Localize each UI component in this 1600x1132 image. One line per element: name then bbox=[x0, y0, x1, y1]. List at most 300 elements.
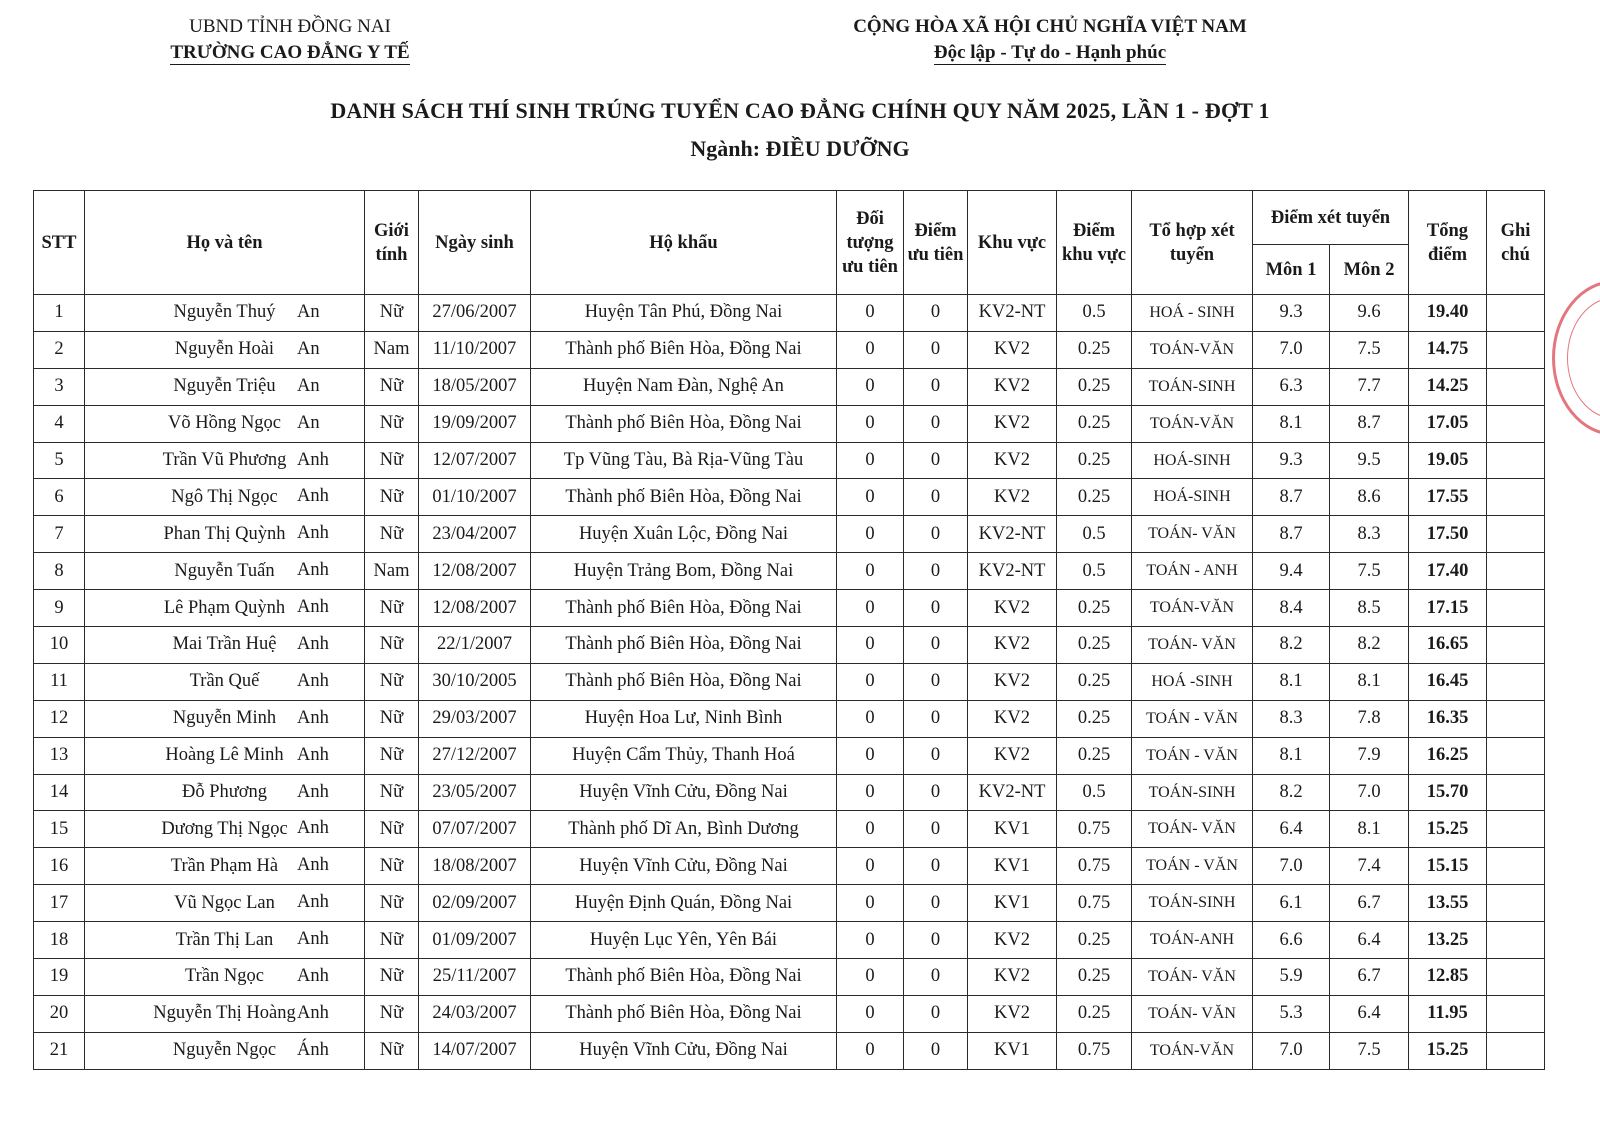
cell-priority-group: 0 bbox=[837, 590, 904, 627]
cell-stt: 3 bbox=[34, 368, 85, 405]
header-note: Ghi chú bbox=[1487, 191, 1545, 295]
surname: Dương Thị Ngọc bbox=[161, 818, 288, 839]
cell-address: Huyện Vĩnh Cửu, Đồng Nai bbox=[531, 774, 837, 811]
cell-address: Huyện Trảng Bom, Đồng Nai bbox=[531, 553, 837, 590]
cell-priority-group: 0 bbox=[837, 627, 904, 664]
cell-name bbox=[85, 627, 365, 664]
official-seal-ring bbox=[1567, 297, 1600, 419]
given-name: Anh bbox=[297, 744, 329, 765]
surname: Nguyễn Triệu bbox=[173, 376, 276, 397]
cell-gender: Nữ bbox=[365, 627, 419, 664]
cell-subject1: 8.2 bbox=[1253, 627, 1330, 664]
cell-gender: Nữ bbox=[365, 922, 419, 959]
cell-priority-group: 0 bbox=[837, 922, 904, 959]
cell-name bbox=[85, 811, 365, 848]
cell-dob: 12/07/2007 bbox=[419, 442, 531, 479]
table-row bbox=[34, 774, 1545, 811]
given-name: Anh bbox=[297, 929, 329, 950]
cell-total: 16.45 bbox=[1409, 663, 1487, 700]
cell-total: 17.40 bbox=[1409, 553, 1487, 590]
cell-name bbox=[85, 331, 365, 368]
cell-subject1: 8.7 bbox=[1253, 516, 1330, 553]
cell-priority-score: 0 bbox=[904, 442, 968, 479]
cell-gender: Nữ bbox=[365, 774, 419, 811]
cell-note bbox=[1487, 811, 1545, 848]
cell-gender: Nữ bbox=[365, 995, 419, 1032]
cell-subject1: 8.1 bbox=[1253, 737, 1330, 774]
cell-address: Huyện Cẩm Thủy, Thanh Hoá bbox=[531, 737, 837, 774]
cell-priority-score: 0 bbox=[904, 331, 968, 368]
cell-subject2: 7.5 bbox=[1330, 1032, 1409, 1069]
cell-stt: 14 bbox=[34, 774, 85, 811]
cell-address: Huyện Định Quán, Đồng Nai bbox=[531, 885, 837, 922]
cell-address: Huyện Vĩnh Cửu, Đồng Nai bbox=[531, 1032, 837, 1069]
cell-priority-group: 0 bbox=[837, 848, 904, 885]
header-gender: Giới tính bbox=[365, 191, 419, 295]
table-row bbox=[34, 479, 1545, 516]
table-row bbox=[34, 295, 1545, 332]
cell-address: Thành phố Biên Hòa, Đồng Nai bbox=[531, 405, 837, 442]
cell-priority-score: 0 bbox=[904, 1032, 968, 1069]
cell-dob: 07/07/2007 bbox=[419, 811, 531, 848]
cell-region-score: 0.25 bbox=[1057, 663, 1132, 700]
cell-combo: TOÁN-VĂN bbox=[1132, 1032, 1253, 1069]
header-region: Khu vực bbox=[968, 191, 1057, 295]
cell-subject1: 6.4 bbox=[1253, 811, 1330, 848]
cell-total: 13.25 bbox=[1409, 922, 1487, 959]
given-name: Anh bbox=[297, 707, 329, 728]
cell-total: 14.75 bbox=[1409, 331, 1487, 368]
cell-region: KV2 bbox=[968, 663, 1057, 700]
cell-gender: Nữ bbox=[365, 368, 419, 405]
cell-total: 17.15 bbox=[1409, 590, 1487, 627]
cell-priority-group: 0 bbox=[837, 295, 904, 332]
cell-dob: 29/03/2007 bbox=[419, 700, 531, 737]
cell-note bbox=[1487, 553, 1545, 590]
cell-priority-score: 0 bbox=[904, 516, 968, 553]
cell-note bbox=[1487, 479, 1545, 516]
cell-name bbox=[85, 368, 365, 405]
cell-note bbox=[1487, 1032, 1545, 1069]
cell-region-score: 0.25 bbox=[1057, 627, 1132, 664]
cell-address: Huyện Tân Phú, Đồng Nai bbox=[531, 295, 837, 332]
cell-total: 16.25 bbox=[1409, 737, 1487, 774]
cell-subject2: 8.5 bbox=[1330, 590, 1409, 627]
cell-priority-score: 0 bbox=[904, 295, 968, 332]
cell-stt: 13 bbox=[34, 737, 85, 774]
given-name: Anh bbox=[297, 670, 329, 691]
table-row bbox=[34, 331, 1545, 368]
cell-name bbox=[85, 737, 365, 774]
cell-priority-group: 0 bbox=[837, 516, 904, 553]
cell-combo: TOÁN- VĂN bbox=[1132, 995, 1253, 1032]
cell-priority-score: 0 bbox=[904, 700, 968, 737]
surname: Nguyễn Minh bbox=[172, 708, 277, 729]
cell-combo: TOÁN-VĂN bbox=[1132, 331, 1253, 368]
cell-subject1: 7.0 bbox=[1253, 1032, 1330, 1069]
cell-address: Thành phố Biên Hòa, Đồng Nai bbox=[531, 663, 837, 700]
cell-total: 16.65 bbox=[1409, 627, 1487, 664]
cell-combo: TOÁN - VĂN bbox=[1132, 700, 1253, 737]
cell-name bbox=[85, 700, 365, 737]
cell-region: KV2 bbox=[968, 405, 1057, 442]
cell-gender: Nữ bbox=[365, 885, 419, 922]
cell-name bbox=[85, 922, 365, 959]
cell-region: KV2 bbox=[968, 700, 1057, 737]
cell-dob: 23/04/2007 bbox=[419, 516, 531, 553]
cell-subject1: 8.3 bbox=[1253, 700, 1330, 737]
surname: Đỗ Phương bbox=[181, 782, 268, 803]
cell-gender: Nữ bbox=[365, 516, 419, 553]
given-name: Anh bbox=[297, 449, 329, 470]
issuer-header bbox=[130, 14, 450, 66]
given-name: Anh bbox=[297, 855, 329, 876]
cell-total: 11.95 bbox=[1409, 995, 1487, 1032]
cell-subject2: 9.6 bbox=[1330, 295, 1409, 332]
given-name: Ánh bbox=[297, 1039, 329, 1060]
surname: Phan Thị Quỳnh bbox=[163, 523, 286, 544]
surname: Trần Vũ Phương bbox=[162, 450, 287, 470]
cell-region-score: 0.25 bbox=[1057, 995, 1132, 1032]
cell-address: Thành phố Biên Hòa, Đồng Nai bbox=[531, 627, 837, 664]
cell-region-score: 0.5 bbox=[1057, 295, 1132, 332]
surname: Lê Phạm Quỳnh bbox=[163, 597, 286, 618]
cell-priority-score: 0 bbox=[904, 737, 968, 774]
cell-subject2: 6.4 bbox=[1330, 995, 1409, 1032]
issuer-school: TRƯỜNG CAO ĐẲNG Y TẾ bbox=[170, 42, 410, 63]
cell-dob: 01/09/2007 bbox=[419, 922, 531, 959]
header-subject2: Môn 2 bbox=[1330, 245, 1409, 295]
cell-priority-group: 0 bbox=[837, 885, 904, 922]
cell-priority-group: 0 bbox=[837, 1032, 904, 1069]
cell-subject1: 9.3 bbox=[1253, 442, 1330, 479]
cell-stt: 12 bbox=[34, 700, 85, 737]
cell-combo: HOÁ-SINH bbox=[1132, 479, 1253, 516]
cell-combo: TOÁN- VĂN bbox=[1132, 959, 1253, 996]
cell-subject1: 9.3 bbox=[1253, 295, 1330, 332]
cell-subject1: 8.4 bbox=[1253, 590, 1330, 627]
cell-total: 17.50 bbox=[1409, 516, 1487, 553]
cell-subject1: 5.9 bbox=[1253, 959, 1330, 996]
cell-name bbox=[85, 590, 365, 627]
cell-address: Thành phố Dĩ An, Bình Dương bbox=[531, 811, 837, 848]
cell-region-score: 0.25 bbox=[1057, 922, 1132, 959]
cell-dob: 19/09/2007 bbox=[419, 405, 531, 442]
table-row bbox=[34, 442, 1545, 479]
cell-subject2: 7.5 bbox=[1330, 553, 1409, 590]
cell-stt: 10 bbox=[34, 627, 85, 664]
cell-note bbox=[1487, 331, 1545, 368]
cell-note bbox=[1487, 737, 1545, 774]
cell-total: 17.55 bbox=[1409, 479, 1487, 516]
table-row bbox=[34, 737, 1545, 774]
cell-priority-group: 0 bbox=[837, 442, 904, 479]
major-subtitle: Ngành: ĐIỀU DƯỠNG bbox=[690, 136, 910, 161]
cell-total: 16.35 bbox=[1409, 700, 1487, 737]
cell-priority-score: 0 bbox=[904, 405, 968, 442]
cell-combo: HOÁ - SINH bbox=[1132, 295, 1253, 332]
cell-dob: 30/10/2005 bbox=[419, 663, 531, 700]
cell-gender: Nữ bbox=[365, 405, 419, 442]
cell-subject1: 8.2 bbox=[1253, 774, 1330, 811]
cell-region-score: 0.75 bbox=[1057, 1032, 1132, 1069]
cell-total: 15.25 bbox=[1409, 811, 1487, 848]
cell-stt: 9 bbox=[34, 590, 85, 627]
surname: Trần Quế bbox=[189, 671, 260, 692]
cell-region-score: 0.25 bbox=[1057, 368, 1132, 405]
cell-note bbox=[1487, 368, 1545, 405]
cell-priority-score: 0 bbox=[904, 479, 968, 516]
cell-address: Huyện Hoa Lư, Ninh Bình bbox=[531, 700, 837, 737]
cell-name bbox=[85, 663, 365, 700]
cell-gender: Nữ bbox=[365, 663, 419, 700]
cell-region: KV1 bbox=[968, 1032, 1057, 1069]
cell-priority-score: 0 bbox=[904, 368, 968, 405]
cell-combo: TOÁN - VĂN bbox=[1132, 848, 1253, 885]
cell-priority-score: 0 bbox=[904, 774, 968, 811]
surname: Trần Thị Lan bbox=[175, 929, 274, 950]
given-name: Anh bbox=[297, 781, 329, 802]
cell-combo: TOÁN- VĂN bbox=[1132, 811, 1253, 848]
cell-region: KV2 bbox=[968, 737, 1057, 774]
cell-stt: 20 bbox=[34, 995, 85, 1032]
cell-region: KV1 bbox=[968, 811, 1057, 848]
surname: Võ Hồng Ngọc bbox=[167, 413, 282, 434]
cell-region: KV2 bbox=[968, 331, 1057, 368]
cell-priority-group: 0 bbox=[837, 663, 904, 700]
admission-table bbox=[33, 190, 1545, 1070]
cell-region-score: 0.5 bbox=[1057, 774, 1132, 811]
table-row bbox=[34, 922, 1545, 959]
cell-region-score: 0.75 bbox=[1057, 885, 1132, 922]
surname: Nguyễn Ngọc bbox=[172, 1040, 277, 1061]
issuer-province: UBND TỈNH ĐỒNG NAI bbox=[189, 16, 391, 37]
table-row bbox=[34, 700, 1545, 737]
cell-total: 14.25 bbox=[1409, 368, 1487, 405]
table-row bbox=[34, 1032, 1545, 1069]
cell-dob: 18/05/2007 bbox=[419, 368, 531, 405]
table-row bbox=[34, 885, 1545, 922]
header-priority-score: Điểm ưu tiên bbox=[904, 191, 968, 295]
cell-priority-score: 0 bbox=[904, 811, 968, 848]
table-row bbox=[34, 368, 1545, 405]
cell-dob: 22/1/2007 bbox=[419, 627, 531, 664]
cell-combo: TOÁN-SINH bbox=[1132, 885, 1253, 922]
cell-name bbox=[85, 885, 365, 922]
cell-subject2: 7.5 bbox=[1330, 331, 1409, 368]
cell-region-score: 0.25 bbox=[1057, 959, 1132, 996]
surname: Hoàng Lê Minh bbox=[165, 745, 284, 766]
cell-region-score: 0.25 bbox=[1057, 331, 1132, 368]
cell-subject2: 8.7 bbox=[1330, 405, 1409, 442]
cell-address: Thành phố Biên Hòa, Đồng Nai bbox=[531, 995, 837, 1032]
header-subject1: Môn 1 bbox=[1253, 245, 1330, 295]
cell-gender: Nữ bbox=[365, 959, 419, 996]
given-name: An bbox=[297, 302, 320, 322]
cell-region: KV2 bbox=[968, 590, 1057, 627]
table-row bbox=[34, 516, 1545, 553]
cell-total: 19.05 bbox=[1409, 442, 1487, 479]
cell-note bbox=[1487, 516, 1545, 553]
cell-subject1: 7.0 bbox=[1253, 848, 1330, 885]
surname: Nguyễn Thị Hoàng bbox=[153, 1003, 296, 1024]
given-name: Anh bbox=[297, 523, 329, 544]
cell-region: KV2 bbox=[968, 995, 1057, 1032]
cell-region: KV2 bbox=[968, 442, 1057, 479]
cell-subject2: 7.4 bbox=[1330, 848, 1409, 885]
cell-name bbox=[85, 774, 365, 811]
cell-dob: 27/12/2007 bbox=[419, 737, 531, 774]
cell-stt: 4 bbox=[34, 405, 85, 442]
cell-total: 15.70 bbox=[1409, 774, 1487, 811]
cell-address: Thành phố Biên Hòa, Đồng Nai bbox=[531, 959, 837, 996]
cell-address: Thành phố Biên Hòa, Đồng Nai bbox=[531, 331, 837, 368]
header-total: Tổng điểm bbox=[1409, 191, 1487, 295]
national-name: CỘNG HÒA XÃ HỘI CHỦ NGHĨA VIỆT NAM bbox=[853, 16, 1247, 37]
cell-note bbox=[1487, 700, 1545, 737]
header-priority-group: Đối tượng ưu tiên bbox=[837, 191, 904, 295]
header-address: Hộ khẩu bbox=[531, 191, 837, 295]
cell-region: KV2-NT bbox=[968, 516, 1057, 553]
cell-region: KV2 bbox=[968, 922, 1057, 959]
cell-dob: 18/08/2007 bbox=[419, 848, 531, 885]
table-row bbox=[34, 995, 1545, 1032]
cell-combo: TOÁN-SINH bbox=[1132, 774, 1253, 811]
cell-address: Thành phố Biên Hòa, Đồng Nai bbox=[531, 590, 837, 627]
cell-region-score: 0.25 bbox=[1057, 405, 1132, 442]
cell-priority-score: 0 bbox=[904, 922, 968, 959]
cell-name bbox=[85, 995, 365, 1032]
cell-stt: 6 bbox=[34, 479, 85, 516]
cell-subject2: 8.1 bbox=[1330, 811, 1409, 848]
cell-region: KV2-NT bbox=[968, 774, 1057, 811]
cell-priority-score: 0 bbox=[904, 959, 968, 996]
cell-region: KV2-NT bbox=[968, 295, 1057, 332]
cell-subject2: 8.6 bbox=[1330, 479, 1409, 516]
cell-stt: 8 bbox=[34, 553, 85, 590]
table-row bbox=[34, 848, 1545, 885]
cell-region: KV2 bbox=[968, 959, 1057, 996]
cell-dob: 12/08/2007 bbox=[419, 553, 531, 590]
cell-combo: TOÁN- VĂN bbox=[1132, 516, 1253, 553]
surname: Nguyễn Tuấn bbox=[174, 560, 275, 581]
cell-priority-score: 0 bbox=[904, 885, 968, 922]
cell-subject1: 5.3 bbox=[1253, 995, 1330, 1032]
cell-region-score: 0.5 bbox=[1057, 553, 1132, 590]
cell-stt: 7 bbox=[34, 516, 85, 553]
cell-address: Thành phố Biên Hòa, Đồng Nai bbox=[531, 479, 837, 516]
cell-subject2: 7.7 bbox=[1330, 368, 1409, 405]
national-motto: Độc lập - Tự do - Hạnh phúc bbox=[933, 42, 1167, 63]
cell-subject2: 8.3 bbox=[1330, 516, 1409, 553]
header-combo: Tổ hợp xét tuyển bbox=[1132, 191, 1253, 295]
cell-name bbox=[85, 405, 365, 442]
cell-stt: 2 bbox=[34, 331, 85, 368]
cell-combo: TOÁN - VĂN bbox=[1132, 737, 1253, 774]
cell-subject1: 6.6 bbox=[1253, 922, 1330, 959]
cell-region: KV1 bbox=[968, 848, 1057, 885]
header-stt: STT bbox=[34, 191, 85, 295]
given-name: An bbox=[297, 375, 320, 396]
cell-note bbox=[1487, 774, 1545, 811]
cell-total: 15.25 bbox=[1409, 1032, 1487, 1069]
cell-subject2: 8.1 bbox=[1330, 663, 1409, 700]
cell-note bbox=[1487, 627, 1545, 664]
cell-subject1: 8.1 bbox=[1253, 663, 1330, 700]
cell-dob: 24/03/2007 bbox=[419, 995, 531, 1032]
cell-region-score: 0.25 bbox=[1057, 590, 1132, 627]
header-dob: Ngày sinh bbox=[419, 191, 531, 295]
cell-region-score: 0.25 bbox=[1057, 737, 1132, 774]
table-body bbox=[34, 295, 1545, 1070]
cell-combo: HOÁ-SINH bbox=[1132, 442, 1253, 479]
cell-priority-group: 0 bbox=[837, 331, 904, 368]
table-row bbox=[34, 553, 1545, 590]
cell-note bbox=[1487, 885, 1545, 922]
cell-dob: 01/10/2007 bbox=[419, 479, 531, 516]
cell-gender: Nữ bbox=[365, 848, 419, 885]
cell-subject2: 7.9 bbox=[1330, 737, 1409, 774]
cell-combo: TOÁN-VĂN bbox=[1132, 590, 1253, 627]
cell-name bbox=[85, 1032, 365, 1069]
cell-stt: 18 bbox=[34, 922, 85, 959]
table-row bbox=[34, 811, 1545, 848]
cell-gender: Nam bbox=[365, 553, 419, 590]
cell-gender: Nữ bbox=[365, 1032, 419, 1069]
cell-gender: Nữ bbox=[365, 700, 419, 737]
header-region-score: Điểm khu vực bbox=[1057, 191, 1132, 295]
table-row bbox=[34, 959, 1545, 996]
cell-stt: 16 bbox=[34, 848, 85, 885]
cell-note bbox=[1487, 663, 1545, 700]
cell-dob: 27/06/2007 bbox=[419, 295, 531, 332]
table-row bbox=[34, 627, 1545, 664]
given-name: Anh bbox=[297, 892, 329, 913]
cell-combo: TOÁN- VĂN bbox=[1132, 627, 1253, 664]
cell-note bbox=[1487, 922, 1545, 959]
cell-gender: Nữ bbox=[365, 295, 419, 332]
surname: Nguyễn Hoài bbox=[174, 339, 275, 360]
cell-priority-group: 0 bbox=[837, 995, 904, 1032]
cell-dob: 02/09/2007 bbox=[419, 885, 531, 922]
official-seal bbox=[1552, 280, 1600, 436]
cell-address: Huyện Xuân Lộc, Đồng Nai bbox=[531, 516, 837, 553]
document-title: DANH SÁCH THÍ SINH TRÚNG TUYỂN CAO ĐẲNG CHÍNH QUY NĂM 2025, LẦN 1 - ĐỢT 1 bbox=[330, 98, 1270, 123]
header-name: Họ và tên bbox=[85, 191, 365, 295]
given-name: Anh bbox=[297, 818, 329, 839]
cell-name bbox=[85, 479, 365, 516]
cell-note bbox=[1487, 442, 1545, 479]
table-row bbox=[34, 663, 1545, 700]
given-name: Anh bbox=[297, 486, 329, 507]
cell-note bbox=[1487, 590, 1545, 627]
cell-stt: 15 bbox=[34, 811, 85, 848]
cell-name bbox=[85, 848, 365, 885]
cell-priority-score: 0 bbox=[904, 995, 968, 1032]
surname: Ngô Thị Ngọc bbox=[171, 486, 278, 507]
table-row bbox=[34, 590, 1545, 627]
given-name: An bbox=[297, 412, 320, 433]
cell-total: 13.55 bbox=[1409, 885, 1487, 922]
cell-priority-group: 0 bbox=[837, 405, 904, 442]
cell-priority-group: 0 bbox=[837, 811, 904, 848]
cell-region-score: 0.25 bbox=[1057, 700, 1132, 737]
surname: Trần Ngọc bbox=[185, 966, 264, 987]
cell-region-score: 0.25 bbox=[1057, 442, 1132, 479]
cell-region-score: 0.5 bbox=[1057, 516, 1132, 553]
cell-dob: 11/10/2007 bbox=[419, 331, 531, 368]
cell-gender: Nữ bbox=[365, 479, 419, 516]
